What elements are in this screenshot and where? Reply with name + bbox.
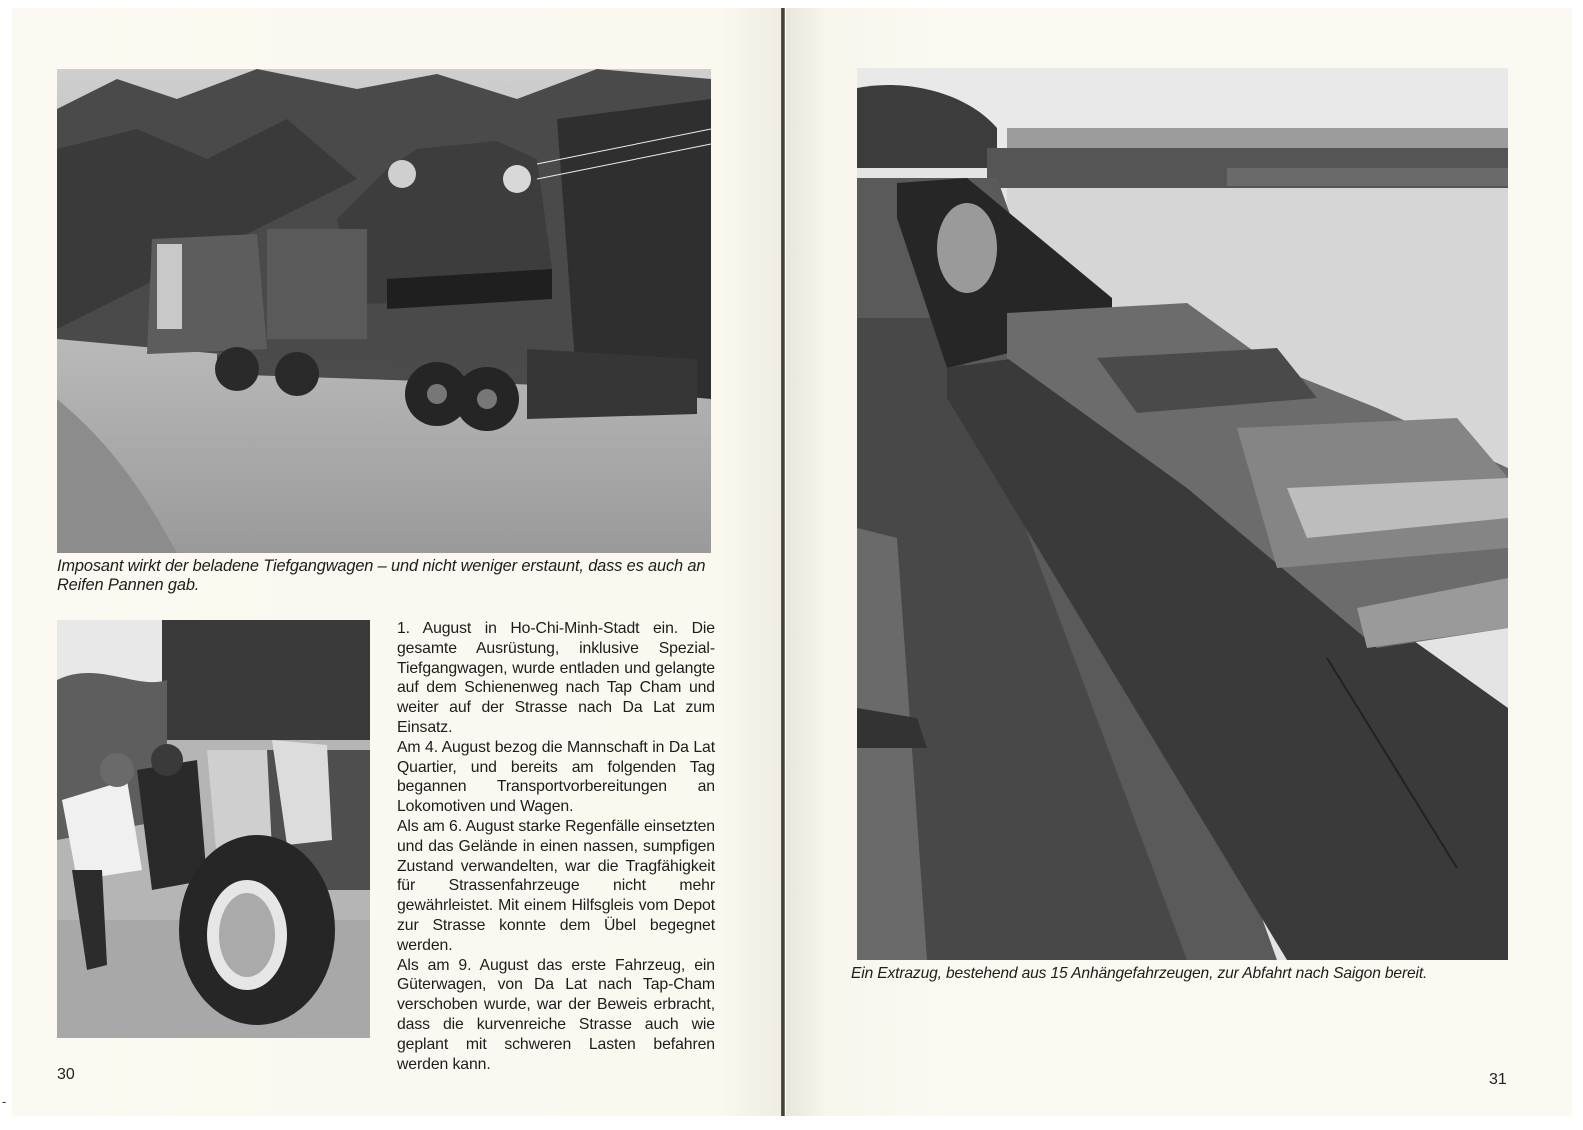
page-number-right: 31 — [1489, 1071, 1507, 1088]
paragraph: Als am 6. August starke Regenfälle einsetzten und das Gelände in einen nassen, sumpfigen Zustand verwandelten, war die Tragfähigkeit für Strassenfahrzeuge nicht mehr gewährleistet. Mit einem Hilfsgleis vom Depot zur Strasse konnte dem Übel begegnet werden. — [397, 817, 715, 954]
caption-locomotive-transport: Imposant wirkt der beladene Tiefgangwagen – und nicht weniger erstaunt, dass es auch an Reifen Pannen gab. — [57, 557, 706, 594]
scan-edge-mark: - — [2, 1094, 7, 1109]
photo-extra-train — [857, 68, 1508, 960]
paragraph: 1. August in Ho-Chi-Minh-Stadt ein. Die gesamte Ausrüstung, inklusive Spezial-Tiefgangwagen, wurde entladen und gelangte auf dem Schienenweg nach Tap Cham und weiter auf der Strasse nach Da Lat zum Einsatz. — [397, 620, 715, 736]
photo-locomotive-transport — [57, 69, 711, 553]
article-body — [397, 619, 715, 1074]
paragraph: Am 4. August bezog die Mannschaft in Da Lat Quartier, und bereits am folgenden Tag begannen Transportvorbereitungen an Lokomotiven und Wagen. — [397, 738, 715, 816]
book-gutter — [781, 8, 785, 1116]
photo-tire-change — [57, 620, 370, 1038]
paragraph: Als am 9. August das erste Fahrzeug, ein Güterwagen, von Da Lat nach Tap-Cham verschoben wurde, war der Beweis erbracht, dass die kurvenreiche Strasse auch wie geplant mit schweren Lasten befahren werden kann. — [397, 956, 715, 1073]
page-number-left: 30 — [57, 1066, 75, 1083]
caption-extra-train: Ein Extrazug, bestehend aus 15 Anhängefahrzeugen, zur Abfahrt nach Saigon bereit. — [851, 965, 1428, 982]
